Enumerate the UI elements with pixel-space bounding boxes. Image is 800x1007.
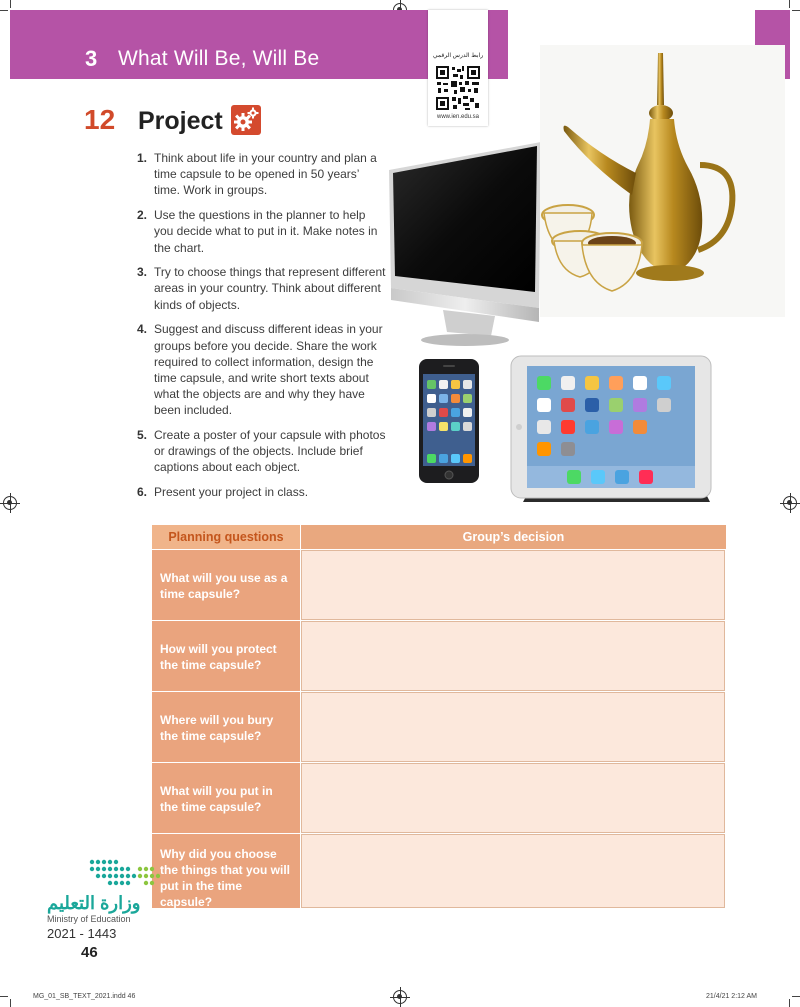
step-text: Think about life in your country and plan a time capsule to be opened in 50 years’ time. Work in groups. — [154, 151, 377, 198]
step-number: 6. — [137, 485, 148, 500]
step-number: 3. — [137, 265, 148, 280]
step-text: Present your project in class. — [154, 485, 309, 500]
ministry-name-arabic: وزارة التعليم — [47, 893, 141, 913]
qr-code-card[interactable] — [428, 10, 488, 126]
planning-question: What will you put in the time capsule? — [152, 763, 300, 833]
print-slug-date: 21/4/21 2:12 AM — [706, 993, 757, 1000]
crop-mark — [789, 999, 790, 1007]
step-number: 1. — [137, 151, 148, 165]
table-row — [152, 763, 726, 833]
crop-mark — [789, 0, 790, 8]
decision-cell[interactable] — [301, 763, 725, 833]
unit-number: 3 — [85, 46, 98, 71]
ministry-logo-icon — [88, 856, 168, 888]
step-number: 5. — [137, 428, 148, 443]
table-row — [152, 621, 726, 691]
planning-question: How will you protect the time capsule? — [152, 621, 300, 691]
smartphone-image — [418, 358, 480, 484]
planning-question: Where will you bury the time capsule? — [152, 692, 300, 762]
planning-table — [152, 525, 726, 908]
list-item — [137, 427, 387, 476]
decision-cell[interactable] — [301, 692, 725, 762]
unit-title: What Will Be, Will Be — [118, 47, 320, 70]
qr-caption: رابط الدرس الرقمي — [432, 53, 484, 59]
arabic-coffee-pot-image — [540, 45, 785, 317]
step-text: Use the questions in the planner to help you decide what to put in it. Make notes in the chart. — [154, 208, 378, 255]
qr-url[interactable]: www.ien.edu.sa — [436, 114, 480, 120]
academic-year: 2021 - 1443 — [47, 926, 117, 941]
list-item — [137, 484, 387, 500]
project-number: 12 — [84, 104, 116, 135]
computer-monitor-image — [385, 140, 545, 348]
registration-mark-icon — [783, 496, 797, 510]
decision-cell[interactable] — [301, 550, 725, 620]
table-row — [152, 692, 726, 762]
registration-mark-icon — [393, 990, 407, 1004]
crop-mark — [0, 10, 8, 11]
tablet-image — [505, 352, 717, 512]
crop-mark — [792, 10, 800, 11]
step-text: Suggest and discuss different ideas in your groups before you decide. Share the work required to collect information, design the time capsule, and write short texts about what the objects are and why they have been included. — [154, 322, 383, 418]
list-item — [137, 321, 387, 418]
list-item — [137, 207, 387, 256]
column-header-groups-decision: Group’s decision — [301, 525, 726, 549]
qr-code-icon[interactable] — [435, 65, 481, 111]
table-row — [152, 550, 726, 620]
page-number: 46 — [81, 944, 98, 961]
step-number: 2. — [137, 208, 148, 223]
crop-mark — [10, 0, 11, 8]
table-row — [152, 834, 726, 908]
step-number: 4. — [137, 322, 148, 337]
list-item — [137, 150, 387, 199]
step-text: Try to choose things that represent different areas in your country. Think about different kinds of objects. — [154, 265, 386, 312]
decision-cell[interactable] — [301, 621, 725, 691]
planning-question: Why did you choose the things that you will put in the time capsule? — [152, 834, 300, 908]
ministry-name-english: Ministry of Education — [47, 914, 131, 924]
crop-mark — [0, 996, 8, 997]
project-steps-list — [137, 150, 387, 509]
planning-question: What will you use as a time capsule? — [152, 550, 300, 620]
crop-mark — [792, 996, 800, 997]
column-header-planning-questions: Planning questions — [152, 525, 300, 549]
project-title: Project — [138, 107, 223, 135]
step-text: Create a poster of your capsule with photos or drawings of the objects. Include brief captions about each object. — [154, 428, 386, 475]
decision-cell[interactable] — [301, 834, 725, 908]
gear-icon — [231, 105, 261, 135]
crop-mark — [10, 999, 11, 1007]
print-slug-file: MG_01_SB_TEXT_2021.indd 46 — [33, 993, 136, 1000]
registration-mark-icon — [3, 496, 17, 510]
list-item — [137, 264, 387, 313]
